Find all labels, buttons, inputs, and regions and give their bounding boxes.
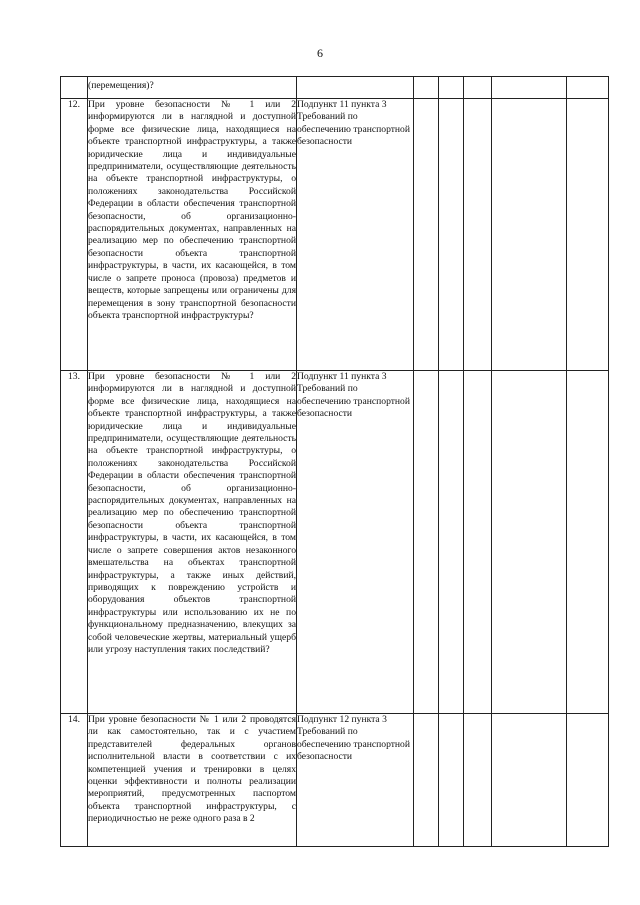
answer-na-cell — [464, 77, 492, 99]
table-row — [61, 99, 609, 371]
checklist-table — [60, 76, 609, 847]
comment-cell — [492, 714, 567, 847]
reference-cell — [297, 99, 414, 371]
row-number: 13. — [61, 371, 88, 714]
answer-na-cell — [464, 99, 492, 371]
reference-text: Подпункт 12 пункта 3 Требований по обеспечению транспортной безопасности — [297, 714, 410, 763]
table-row — [61, 77, 609, 99]
question-cell: (перемещения)? — [88, 77, 297, 99]
note-cell — [567, 371, 609, 714]
answer-no-cell — [439, 371, 464, 714]
reference-cell — [297, 714, 414, 847]
answer-yes-cell — [414, 99, 439, 371]
comment-cell — [492, 77, 567, 99]
reference-cell — [297, 371, 414, 714]
answer-no-cell — [439, 714, 464, 847]
answer-yes-cell — [414, 371, 439, 714]
answer-yes-cell — [414, 77, 439, 99]
answer-no-cell — [439, 77, 464, 99]
reference-text: Подпункт 11 пункта 3 Требований по обеспечению транспортной безопасности — [297, 371, 410, 420]
answer-na-cell — [464, 714, 492, 847]
question-cell: При уровне безопасности № 1 или 2 проводятся ли как самостоятельно, так и с участием представителей федеральных органов исполнительной власти в соответствии с их компетенцией учения и тренировки в целях оценки эффективности и полноты реализации мероприятий, предусмотренных паспортом объекта транспортной инфраструктуры, с периодичностью не реже одного раза в 2 — [88, 714, 297, 847]
question-cell: При уровне безопасности № 1 или 2 информируются ли в наглядной и доступной форме все физические лица, находящиеся на объекте транспортной инфраструктуры, а также юридические лица и индивидуальные предприниматели, осуществляющие деятельность на объекте транспортной инфраструктуры, о положениях законодательства Российской Федерации в области обеспечения транспортной безопасности, об организационно-распорядительных документах, направленных на реализацию мер по обеспечению транспортной безопасности объекта транспортной инфраструктуры, в части, их касающейся, в том числе о запрете проноса (провоза) предметов и веществ, которые запрещены или ограничены для перемещения в зону транспортной безопасности объекта транспортной инфраструктуры? — [88, 99, 297, 371]
note-cell — [567, 99, 609, 371]
answer-yes-cell — [414, 714, 439, 847]
table-row — [61, 371, 609, 714]
comment-cell — [492, 99, 567, 371]
page-number: 6 — [317, 46, 323, 60]
comment-cell — [492, 371, 567, 714]
reference-cell — [297, 77, 414, 99]
question-cell: При уровне безопасности № 1 или 2 информируются ли в наглядной и доступной форме все физические лица, находящиеся на объекте транспортной инфраструктуры, а также юридические лица и индивидуальные предприниматели, осуществляющие деятельность на объекте транспортной инфраструктуры, о положениях законодательства Российской Федерации в области обеспечения транспортной безопасности, об организационно-распорядительных документах, направленных на реализацию мер по обеспечению транспортной безопасности объекта транспортной инфраструктуры, в части, их касающейся, в том числе о запрете совершения актов незаконного вмешательства на объектах транспортной инфраструктуры, а также иных действий, приводящих к повреждению устройств и оборудования объектов транспортной инфраструктуры или использованию их не по функциональному предназначению, влекущих за собой человеческие жертвы, материальный ущерб или угрозу наступления таких последствий? — [88, 371, 297, 714]
answer-na-cell — [464, 371, 492, 714]
note-cell — [567, 714, 609, 847]
reference-text: Подпункт 11 пункта 3 Требований по обеспечению транспортной безопасности — [297, 99, 410, 148]
table-row — [61, 714, 609, 847]
row-number: 12. — [61, 99, 88, 371]
row-number — [61, 77, 88, 99]
row-number: 14. — [61, 714, 88, 847]
note-cell — [567, 77, 609, 99]
answer-no-cell — [439, 99, 464, 371]
